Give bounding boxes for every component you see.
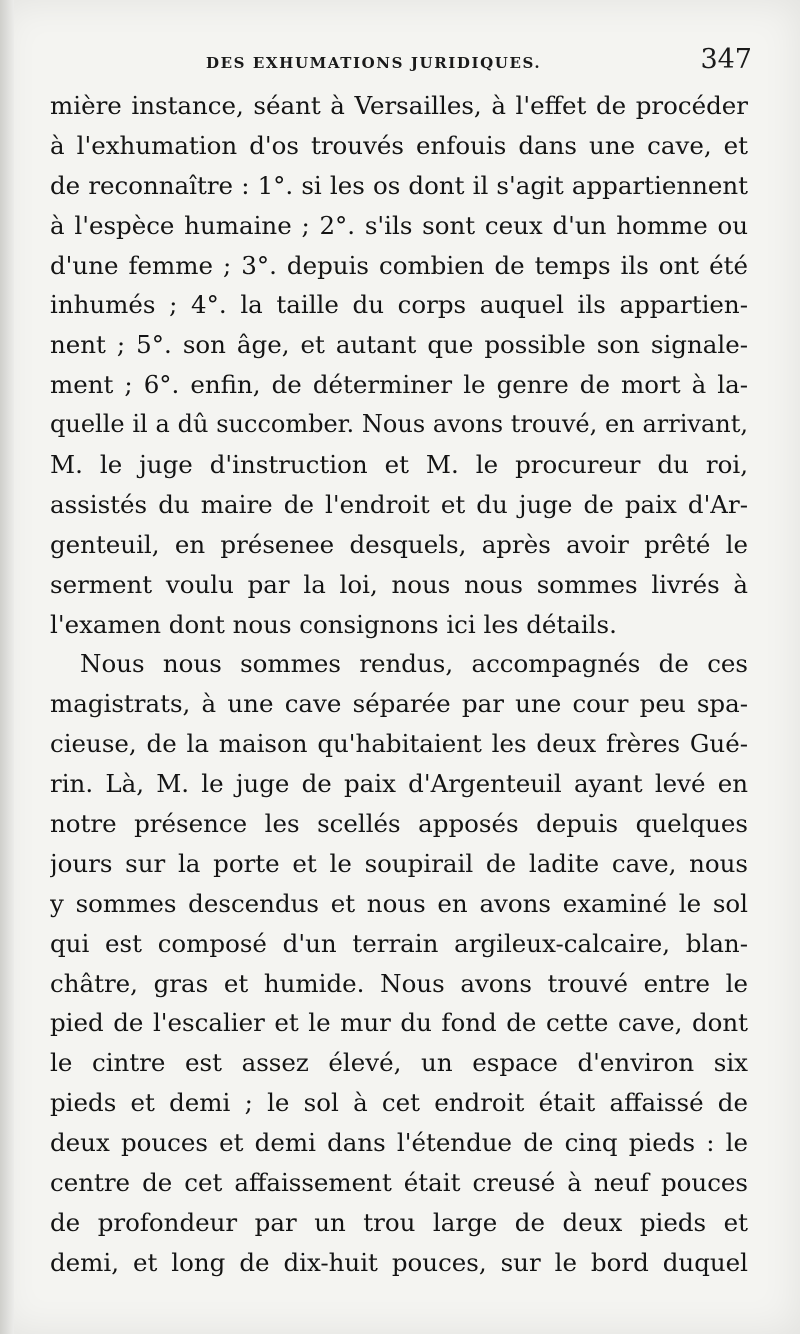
text-line: ment ; 6°. enfin, de déterminer le genre de mort à la- — [50, 370, 748, 400]
text-line: assistés du maire de l'endroit et du juge de paix d'Ar- — [50, 489, 748, 519]
text-line: l'examen dont nous consignons ici les détails. — [50, 609, 617, 639]
text-line: nent ; 5°. son âge, et autant que possible son signale- — [50, 330, 748, 360]
text-line: le cintre est assez élevé, un espace d'environ six — [50, 1048, 748, 1078]
text-line: à l'exhumation d'os trouvés enfouis dans une cave, et — [50, 130, 748, 160]
text-line: jours sur la porte et le soupirail de ladite cave, nous — [50, 848, 748, 878]
text-line: qui est composé d'un terrain argileux-calcaire, blan- — [50, 928, 748, 958]
text-line: cieuse, de la maison qu'habitaient les deux frères Gué- — [50, 729, 748, 759]
text-line: deux pouces et demi dans l'étendue de cinq pieds : le — [50, 1128, 748, 1158]
text-line: magistrats, à une cave séparée par une cour peu spa- — [50, 689, 748, 719]
text-line: M. le juge d'instruction et M. le procureur du roi, — [50, 450, 748, 480]
text-line: demi, et long de dix-huit pouces, sur le bord duquel — [50, 1247, 748, 1277]
body-text — [50, 86, 748, 1283]
text-line: mière instance, séant à Versailles, à l'effet de procéder — [50, 91, 748, 120]
text-line: Nous nous sommes rendus, accompagnés de ces — [80, 649, 748, 679]
text-line: serment voulu par la loi, nous nous sommes livrés à — [50, 569, 748, 599]
text-line: inhumés ; 4°. la taille du corps auquel ils appartien- — [50, 290, 748, 320]
text-line: à l'espèce humaine ; 2°. s'ils sont ceux d'un homme ou — [50, 210, 748, 240]
text-line: d'une femme ; 3°. depuis combien de temps ils ont été — [50, 250, 748, 280]
page-number: 347 — [700, 44, 752, 75]
text-line: genteuil, en présenee desquels, après avoir prêté le — [50, 529, 748, 559]
text-line: pied de l'escalier et le mur du fond de cette cave, dont — [50, 1008, 748, 1038]
text-line: rin. Là, M. le juge de paix d'Argenteuil ayant levé en — [50, 769, 748, 799]
text-line: châtre, gras et humide. Nous avons trouvé entre le — [50, 968, 748, 998]
text-line: notre présence les scellés apposés depuis quelques — [50, 809, 748, 839]
running-head: DES EXHUMATIONS JURIDIQUES. — [206, 54, 542, 72]
text-line: y sommes descendus et nous en avons examiné le sol — [50, 888, 748, 918]
text-line: pieds et demi ; le sol à cet endroit était affaissé de — [50, 1088, 748, 1118]
text-line: quelle il a dû succomber. Nous avons trouvé, en arrivant, — [50, 410, 748, 439]
text-line: de reconnaître : 1°. si les os dont il s'agit appartiennent — [50, 170, 748, 200]
page-header — [46, 44, 756, 84]
text-line: centre de cet affaissement était creusé à neuf pouces — [50, 1168, 748, 1198]
page-edge — [0, 0, 14, 1334]
text-line: de profondeur par un trou large de deux pieds et — [50, 1207, 748, 1237]
